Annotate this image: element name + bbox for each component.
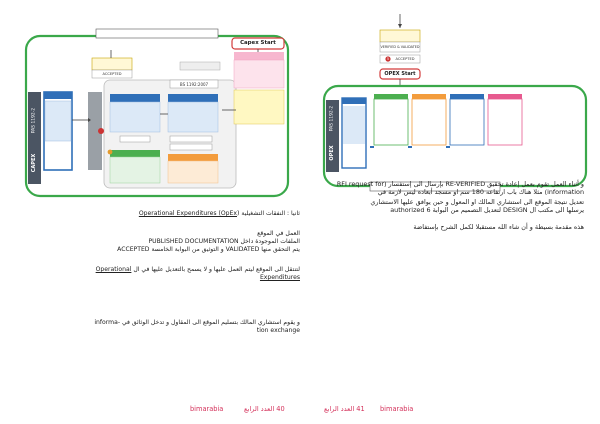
left-paragraph-2-line-1: العمل في الموقع — [257, 230, 300, 237]
right-verified-label: VERIFIED & VALIDATED — [380, 45, 420, 49]
right-page — [300, 0, 600, 424]
left-opex-heading-prefix: ثانيا : النفقات التشغيلية ( — [237, 210, 300, 217]
left-paragraph-3 — [86, 266, 300, 282]
left-workflow-diagram — [0, 0, 300, 210]
right-opex-start-label: OPEX Start — [384, 71, 416, 77]
right-paragraph-3: يرسلها الى مكتب ال DESIGN لتعديل التصميم من البوابة 6 authorized — [390, 206, 584, 214]
left-info-exchange-box — [92, 58, 132, 70]
right-pas-side-label: PAS 1192-2 — [329, 105, 335, 132]
left-paragraph-2-line-2: الملفات الموجودة داخل PUBLISHED DOCUMENTATION — [148, 238, 300, 245]
left-client-box — [234, 52, 284, 60]
left-paragraph-2-line-3: يتم التحقق منها VALIDATED و التوثيق من البوابة الخامسة ACCEPTED — [117, 246, 300, 253]
left-design-box-2 — [168, 94, 218, 102]
left-wip-box — [45, 101, 71, 141]
right-paragraph-4: هذه مقدمة بسيطة و أن شاء الله مستقبلا لكمل الشرح بإستفاضة — [413, 223, 584, 231]
right-info-exchange-box — [380, 30, 420, 42]
right-opex-side-label: OPEX — [329, 145, 335, 161]
right-paragraph-2: تعديل نتيجة الموقع الى استشاري المالك او المعول و حين يوافق عليها الاستشاري — [370, 198, 584, 206]
left-paragraph-3-text: لتنتقل الى الموقع ليتم العمل عليها و لا يسمح بالتعديل عليها في ال — [133, 266, 300, 273]
right-gate-number: 5 — [386, 57, 390, 61]
left-accepted-label: ACCEPTED — [102, 72, 122, 76]
left-paragraph-2 — [86, 230, 300, 254]
left-paragraph-4-line-1: و يقوم استشاري المالك بتسليم الموقع الى المقاول و تدخل الوثائق في -informa — [94, 319, 300, 326]
right-footer-brand: bimarabia — [380, 405, 414, 413]
left-paragraph-4 — [86, 319, 300, 335]
left-orange-box — [168, 154, 218, 161]
right-panel-blue — [450, 94, 484, 99]
left-pas-side-label: PAS 1192-2 — [31, 107, 37, 134]
left-opex-heading-term: Operational Expenditures (OpEx — [138, 210, 237, 217]
left-repository-tab — [96, 29, 218, 38]
left-paragraph-3-term: Operational Expenditures — [95, 266, 300, 281]
right-panel-pink — [488, 94, 522, 99]
left-footer-issue: 40 العدد الرابع — [244, 405, 285, 413]
left-design-box-1 — [110, 94, 160, 102]
left-gate-box — [180, 62, 220, 70]
right-workflow-diagram — [300, 0, 600, 200]
left-capex-start-label: Capex Start — [240, 40, 276, 46]
left-capex-side-label: CAPEX — [31, 153, 37, 173]
left-requirements-box — [234, 90, 284, 124]
right-panel-orange — [412, 94, 446, 99]
left-bs-label: BS 1192:2007 — [179, 81, 209, 87]
right-footer-issue: 41 العدد الرابع — [324, 405, 365, 413]
left-opex-heading — [86, 210, 300, 218]
right-accepted-label: ACCEPTED — [395, 57, 415, 61]
left-construction-box — [110, 150, 160, 157]
left-footer-brand: bimarabia — [190, 405, 224, 413]
left-paragraph-4-line-2: tion exchange — [256, 327, 300, 334]
right-panel-green — [374, 94, 408, 99]
right-paragraph-1: و أثناء العمل تقوم بعمل إعادة تحقيق RE-VERIFIED بإرسال الى إستفسار (RFI request for information) مثلا هناك باب ارتفاعه 180 سم او مسجد أبعاده ليس لازمة في — [336, 180, 584, 197]
